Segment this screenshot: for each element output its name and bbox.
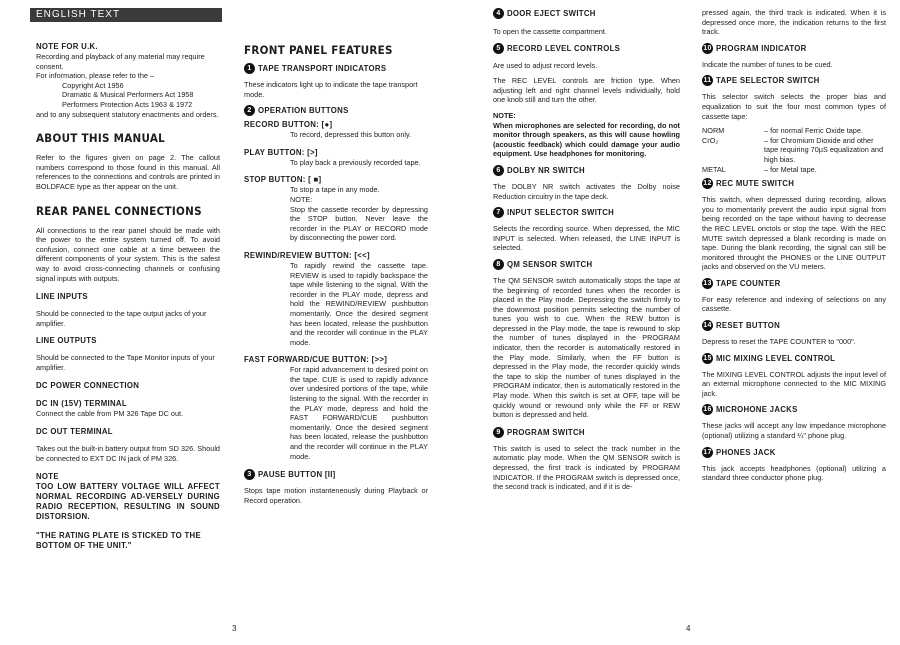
page-number-right: 4	[686, 624, 691, 633]
page-number-left: 3	[232, 624, 237, 633]
section-title: PAUSE BUTTON [II]	[258, 470, 336, 480]
note-uk-title: NOTE FOR U.K.	[36, 42, 98, 51]
callout-number: 1	[244, 63, 255, 74]
section-1-heading	[244, 63, 428, 74]
section-title: RESET BUTTON	[716, 321, 781, 331]
section-9-text: This switch is used to select the track number in the automatic play mode. When the QM SENSOR switch is depressed, the first track is indicated by PROGRAM INDICATOR. If the PROGRAM switch is depressed once, the second track is indicated, and if it is de-	[493, 443, 680, 492]
section-16-heading	[702, 404, 886, 415]
section-3-text: Stops tape motion instanteneously during Playback or Record operation.	[244, 486, 428, 505]
callout-number: 10	[703, 44, 712, 52]
section-11-text: This selector switch selects the proper bias and equalization to suit the four most common types of cassette tape:	[702, 92, 886, 121]
ff-button-text: For rapid advancement to desired point on the tape. CUE is used to rapidly advance over undesired portions of the tape, while listening to the signal. With the recorder in the PLAY mode, depress and hold the FAST FORWARD/CUE pushbutton momentarily. Once the desired segment has been located, release the pushbutton and the recorder will continue in the PLAY mode.	[290, 365, 428, 461]
section-9-heading	[493, 427, 680, 438]
section-title: REC MUTE SWITCH	[716, 179, 795, 189]
act-item: Performers Protection Acts 1963 & 1972	[62, 99, 193, 109]
note-uk-text: Recording and playback of any material may require consent.	[36, 52, 205, 71]
column-4	[702, 0, 886, 483]
section-1-text: These indicators light up to indicate the tape transport mode.	[244, 80, 418, 99]
rear-title: REAR PANEL CONNECTIONS	[36, 203, 202, 218]
table-row	[702, 165, 886, 175]
callout-number: 4	[493, 8, 504, 19]
section-title: PROGRAM INDICATOR	[716, 43, 807, 53]
callout-number: 6	[493, 165, 504, 176]
section-title: MICROHONE JACKS	[716, 405, 798, 415]
section-5-text: Are used to adjust record levels.	[493, 60, 598, 70]
line-inputs-title: LINE INPUTS	[36, 292, 88, 302]
act-item: Dramatic & Musical Performers Act 1958	[62, 90, 194, 100]
section-10-heading	[702, 43, 886, 54]
callout-number: 13	[703, 279, 712, 287]
play-button-label: PLAY BUTTON: [>]	[244, 147, 318, 157]
about-text: Refer to the figures given on page 2. The callout numbers correspond to those found in this manual. All references to the connections and controls are printed in BOLDFACE type as ther appear on the unit.	[36, 153, 220, 191]
section-5-note: When microphones are selected for recording, do not monitor through speakers, as this will cause howling (acoustic feedback) which could damage your audio equipment. Use headphones for monitoring.	[493, 120, 680, 159]
tape-type-name: METAL	[702, 164, 726, 174]
language-banner: ENGLISH TEXT	[30, 8, 222, 22]
callout-number: 3	[244, 469, 255, 480]
section-7-heading	[493, 207, 680, 218]
record-button-label: RECORD BUTTON: [●]	[244, 120, 333, 130]
column-3	[493, 0, 680, 492]
section-title: DOLBY NR SWITCH	[507, 165, 585, 175]
section-4-heading	[493, 8, 680, 19]
section-5-note-title: NOTE:	[493, 110, 516, 120]
callout-number: 11	[703, 77, 712, 85]
stop-button-text: To stop a tape in any mode.	[290, 185, 380, 195]
note-uk-info: For information, please refer to the –	[36, 71, 155, 81]
tape-type-name: CrO₂	[702, 135, 719, 145]
section-title: TAPE TRANSPORT INDICATORS	[258, 64, 387, 73]
tape-type-table	[702, 126, 886, 174]
column-2	[244, 0, 428, 505]
about-title: ABOUT THIS MANUAL	[36, 131, 166, 146]
section-title: TAPE COUNTER	[716, 278, 781, 288]
column-1	[36, 0, 220, 551]
rating-text: "THE RATING PLATE IS STICKED TO THE BOTTOM OF THE UNIT."	[36, 531, 201, 551]
callout-number: 12	[703, 180, 712, 188]
line-inputs-text: Should be connected to the tape output jacks of your amplifier.	[36, 309, 207, 328]
section-title: PROGRAM SWITCH	[507, 427, 585, 437]
continued-text: pressed again, the third track is indicated. When it is depressed once more, the indication returns to the first track.	[702, 8, 886, 37]
record-button-text: To record, depressed this button only.	[290, 130, 412, 140]
section-13-text: For easy reference and indexing of selections on any cassette.	[702, 294, 886, 314]
section-15-heading	[702, 353, 886, 364]
section-8-heading	[493, 259, 680, 270]
callout-number: 14	[703, 322, 712, 330]
section-11-heading	[702, 75, 886, 86]
section-title: RECORD LEVEL CONTROLS	[507, 43, 621, 53]
line-outputs-title: LINE OUTPUTS	[36, 336, 97, 346]
line-outputs-text: Should be connected to the Tape Monitor inputs of your amplifier.	[36, 353, 215, 372]
section-12-text: This switch, when depressed during recording, allows you to momentarily prevent the audio input signal from being recorded on the tape without having to decrease the REC LEVEL onctols or stop the tape. With the REC MUTE switch depressed a blank recording is made on tape. During the blank recording, the signal can still be monitored throught the PHONES or the LINE OUTPUT jacks and observed on the VU meters.	[702, 195, 886, 272]
section-7-text: Selects the recording source. When depressed, the MIC INPUT is selected. When released, the LINE INPUT is selected.	[493, 224, 680, 253]
stop-button-text-2: Stop the cassette recorder by depressing the STOP button. Never leave the recorder in the PLAY or RECORD mode by disconnecting the power cord.	[290, 204, 428, 243]
callout-number: 9	[493, 427, 504, 438]
play-button-text: To play back a previously recorded tape.	[290, 157, 421, 167]
tape-type-name: NORM	[702, 126, 725, 136]
section-2-heading	[244, 105, 428, 116]
section-14-heading	[702, 320, 886, 331]
section-title: OPERATION BUTTONS	[258, 106, 349, 116]
section-5-heading	[493, 43, 680, 54]
dc-power-title: DC POWER CONNECTION	[36, 381, 140, 391]
stop-button-label: STOP BUTTON: [ ■]	[244, 175, 322, 185]
act-item: Copyright Act 1956	[62, 80, 124, 90]
section-5-text-2: The REC LEVEL controls are friction type. When adjusting left and right channel levels individually, hold one knob still and turn the other.	[493, 76, 680, 105]
dc-in-title: DC IN (15V) TERMINAL	[36, 399, 127, 409]
dc-out-text: Takes out the built-in battery output from SD 326. Should be connected to EXT DC IN jack of PM 326.	[36, 444, 220, 463]
dc-in-text: Connect the cable from PM 326 Tape DC out.	[36, 409, 184, 419]
rear-text: All connections to the rear panel should be made with the power to the entire system turned off. To avoid confusion, connect one cable at a time between the different components of your system. This is the safest way to avoid cross-connecting channels or confusing signal inputs with outputs.	[36, 225, 220, 283]
callout-number: 16	[703, 406, 712, 414]
section-4-text: To open the cassette compartment.	[493, 27, 607, 36]
section-12-heading	[702, 178, 886, 189]
section-14-text: Depress to reset the TAPE COUNTER to "000".	[702, 337, 856, 347]
section-title: TAPE SELECTOR SWITCH	[716, 76, 820, 86]
note2-title: NOTE	[36, 472, 59, 482]
section-17-text: This jack accepts headphones (optional) utilizing a standard three conductor phone plug.	[702, 463, 886, 483]
section-10-text: Indicate the number of tunes to be cued.	[702, 59, 833, 69]
callout-number: 7	[493, 207, 504, 218]
section-title: INPUT SELECTOR SWITCH	[507, 208, 615, 218]
callout-number: 17	[703, 448, 712, 456]
section-title: MIC MIXING LEVEL CONTROL	[716, 353, 836, 363]
ff-button-label: FAST FORWARD/CUE BUTTON: [>>]	[244, 355, 388, 365]
section-17-heading	[702, 447, 886, 458]
stop-note: NOTE:	[290, 194, 313, 204]
section-16-text: These jacks will accept any low impedance microphone (optional) utilizing a standard ¼" phone plug.	[702, 421, 886, 441]
table-row	[702, 126, 886, 136]
callout-number: 2	[244, 105, 255, 116]
callout-number: 5	[493, 43, 504, 54]
note-uk-tail: and to any subsequent statutory enactments and orders.	[36, 109, 219, 119]
table-row	[702, 136, 886, 165]
section-15-text: The MIXING LEVEL CONTROL adjusts the input level of an external microphone connected to the MIC MIXING jack.	[702, 369, 886, 398]
section-title: DOOR EJECT SWITCH	[507, 9, 596, 18]
callout-number: 15	[703, 354, 712, 362]
rewind-button-text: To rapidly rewind the cassette tape. REVIEW is used to rapidly backspace the tape while listening to the signal. With the recorder in the PLAY mode, depress and hold the REWIND/REVIEW pushbutton momentarily. Once the desired segment has been located, release the pushbutton and the recorder will continue in the PLAY mode.	[290, 260, 428, 347]
note2-text: TOO LOW BATTERY VOLTAGE WILL AFFECT NORMAL RECORDING AD-VERSELY DURING RADIO RECEPTION, RESULTING IN SOUND DISTORSION.	[36, 482, 220, 522]
section-13-heading	[702, 278, 886, 289]
section-8-text: The QM SENSOR switch automatically stops the tape at the beginning of recorded tunes when the recorder is placed in the Play mode. Depressing the switch firmly to the downmost position permits selecting the number of tunes you wish to cue. When the REW button is depressed in the Play mode, the tape is rewound to skip the number of tunes displayed in the PROGRAM indicator, then the recorder is automatically restored in the Play mode. Similarly, when the FF button is depressed in the Play mode, the recorder quickly winds the tape to skip the number of tunes displayed in the PROGRAM indicator, then is automatically restored in the Play mode. When this switch is set at OFF, tape will be quickly wound or rewound only while the FF or REW button is depressed and held.	[493, 275, 680, 420]
dc-out-title: DC OUT TERMINAL	[36, 427, 113, 437]
tape-type-desc: – for Chromium Dioxide and other tape requiring 70µS equalization and high bias.	[764, 135, 884, 164]
tape-type-desc: – for normal Ferric Oxide tape.	[764, 126, 863, 136]
section-6-text: The DOLBY NR switch activates the Dolby noise Reduction circuitry in the tape deck.	[493, 181, 680, 201]
section-3-heading	[244, 469, 428, 480]
tape-type-desc: – for Metal tape.	[764, 164, 817, 174]
callout-number: 8	[493, 259, 504, 270]
section-title: PHONES JACK	[716, 447, 776, 457]
section-6-heading	[493, 165, 680, 176]
front-panel-title: FRONT PANEL FEATURES	[244, 43, 393, 57]
rewind-button-label: REWIND/REVIEW BUTTON: [<<]	[244, 250, 370, 260]
section-title: QM SENSOR SWITCH	[507, 259, 593, 269]
